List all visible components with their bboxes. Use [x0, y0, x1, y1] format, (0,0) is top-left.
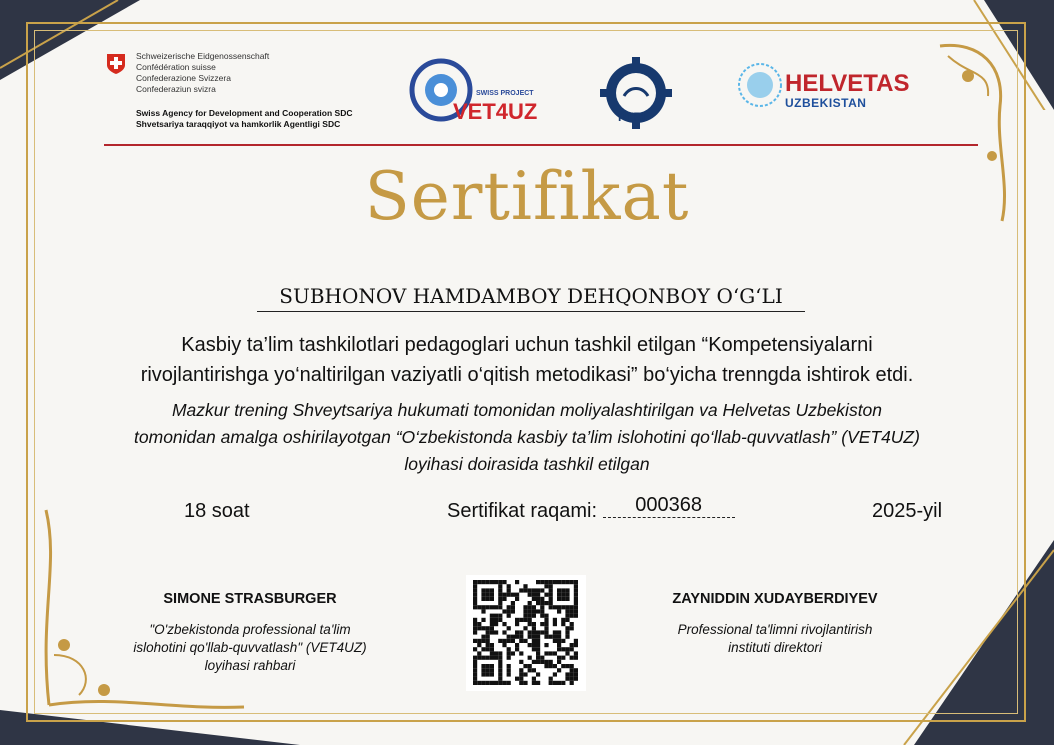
role-line: islohotini qo'llab-quvvatlash" (VET4UZ)	[133, 640, 367, 655]
ornament-bottom-left-icon	[34, 505, 254, 720]
ptri-name: PTRI	[618, 110, 646, 124]
italic-text	[60, 397, 994, 478]
helvetas-name: HELVETAS	[785, 70, 910, 97]
body-line: rivojlantirishga yo‘naltirilgan vaziyatli o‘qitish metodikasi” bo‘yicha trenngda ishtirok etdi.	[140, 364, 914, 386]
certificate-number: 000368	[603, 494, 735, 518]
sdc-names	[136, 51, 269, 95]
swiss-flag-icon	[106, 53, 126, 75]
left-signer-role	[100, 621, 400, 675]
certificate-number-row	[447, 494, 735, 524]
sdc-agency	[136, 108, 352, 130]
vet4uz-name: VET4UZ	[453, 99, 538, 124]
certificate-year: 2025-yil	[872, 500, 943, 522]
certificate-number-label: Sertifikat raqami:	[447, 500, 598, 522]
sdc-agency-en: Swiss Agency for Development and Cooperation SDC	[136, 108, 353, 118]
italic-line: Mazkur trening Shveytsariya hukumati tomonidan moliyalashtirilgan va Helvetas Uzbekiston	[171, 400, 883, 420]
body-line: Kasbiy ta’lim tashkilotlari pedagoglari uchun tashkil etilgan “Kompetensiyalarni	[181, 334, 873, 356]
sdc-line: Confederaziun svizra	[136, 84, 216, 94]
italic-line: tomonidan amalga oshirilayotgan “O‘zbekistonda kasbiy ta’lim islohotini qo‘llab-quvvatlash” (VET4UZ)	[134, 427, 920, 447]
vet4uz-tagline: SWISS PROJECT	[476, 90, 534, 97]
role-line: loyihasi rahbari	[204, 658, 296, 673]
sdc-line: Confederazione Svizzera	[136, 73, 231, 83]
role-line: Professional ta'limni rivojlantirish	[677, 622, 873, 637]
certificate-title: Sertifikat	[364, 158, 690, 235]
training-hours: 18 soat	[184, 500, 250, 522]
sdc-line: Confédération suisse	[136, 62, 216, 72]
header-divider	[104, 144, 978, 146]
qr-code[interactable]	[466, 575, 586, 691]
sdc-line: Schweizerische Eidgenossenschaft	[136, 51, 270, 61]
role-line: instituti direktori	[728, 640, 822, 655]
left-signer-name: SIMONE STRASBURGER	[163, 591, 337, 607]
helvetas-sub: UZBEKISTAN	[785, 96, 867, 110]
right-signer-role	[630, 621, 920, 657]
italic-line: loyihasi doirasida tashkil etilgan	[404, 454, 650, 474]
right-signer-name: ZAYNIDDIN XUDAYBERDIYEV	[672, 591, 878, 607]
helvetas-globe-icon	[737, 62, 783, 108]
sdc-agency-uz: Shvetsariya taraqqiyot va hamkorlik Agentligi SDC	[136, 119, 341, 129]
role-line: "O'zbekistonda professional ta'lim	[149, 622, 351, 637]
body-text	[60, 330, 994, 390]
recipient-name: SUBHONOV HAMDAMBOY DEHQONBOY O‘G‘LI	[257, 284, 805, 312]
